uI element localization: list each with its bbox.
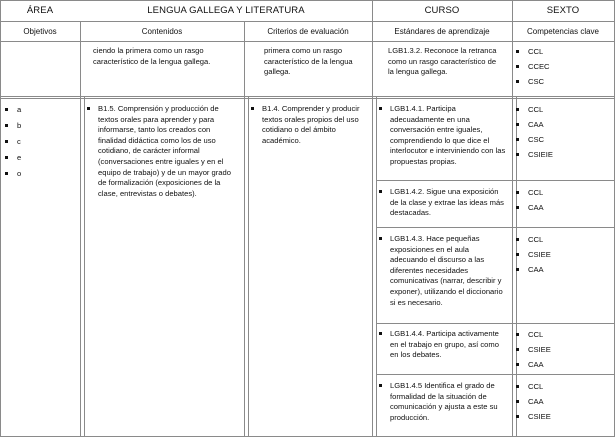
competence-item: CCL <box>514 44 612 59</box>
competence-item: CCEC <box>514 59 612 74</box>
area-header: ÁREA <box>26 5 54 16</box>
table-border <box>376 323 615 324</box>
table-border <box>248 96 249 437</box>
competence-item: CSC <box>514 132 612 147</box>
table-border <box>84 96 85 437</box>
competence-item: CSIEE <box>514 409 612 424</box>
competence-item: CAA <box>514 357 612 372</box>
carryover-competences <box>514 44 612 89</box>
objectives-list <box>3 102 79 182</box>
carryover-contents: ciendo la primera como un rasgo característico de la lengua gallega. <box>93 46 211 66</box>
competence-item: CAA <box>514 394 612 409</box>
competence-item: CSIEE <box>514 247 612 262</box>
standard-text: LGB1.4.4. Participa activamente en el trabajo en grupo, así como en los debates. <box>378 329 506 361</box>
carryover-standard: LGB1.3.2. Reconoce la retranca como un rasgo característico de la lengua gallega. <box>388 46 497 77</box>
competences-header: Competencias clave <box>526 27 600 36</box>
competence-item: CAA <box>514 117 612 132</box>
competence-item: CSC <box>514 74 612 89</box>
competence-item: CAA <box>514 200 612 215</box>
subject-title: LENGUA GALLEGA Y LITERATURA <box>147 5 305 16</box>
course-value: SEXTO <box>546 5 580 16</box>
standard-text: LGB1.4.5 Identifica el grado de formalidad de la situación de comunicación y ajusta a este su producción. <box>378 381 506 423</box>
objectives-header: Objetivos <box>23 27 57 36</box>
content-cell <box>86 104 242 199</box>
objective-item: c <box>3 134 79 150</box>
standard-4-competences <box>514 327 612 372</box>
competence-item: CCL <box>514 102 612 117</box>
table-border <box>376 180 615 181</box>
competence-item: CCL <box>514 379 612 394</box>
standard-4 <box>378 329 512 361</box>
competence-item: CCL <box>514 232 612 247</box>
content-text: B1.5. Comprensión y producción de textos orales para aprender y para informarse, tanto los creados con finalidad didáctica como los de uso cotidiano, de carácter informal (conversaciones entre iguales y en el equipo de trabajo) y de un mayor grado de formalización (exposiciones de la clase, entrevistas o debates). <box>86 104 236 199</box>
standard-2 <box>378 187 512 219</box>
table-border <box>0 0 615 1</box>
standard-3 <box>378 234 512 308</box>
table-border <box>0 96 615 97</box>
course-header: CURSO <box>424 5 460 16</box>
standards-header: Estándares de aprendizaje <box>394 27 490 36</box>
criterion-text: B1.4. Comprender y producir textos orales propios del uso cotidiano o del ámbito académico. <box>250 104 366 146</box>
competence-item: CAA <box>514 262 612 277</box>
standard-1-competences <box>514 102 612 162</box>
objective-item: a <box>3 102 79 118</box>
table-border <box>372 0 373 437</box>
standard-text: LGB1.4.1. Participa adecuadamente en una conversación entre iguales, comprendiendo lo que dice el interlocutor e interviniendo con las propuestas propias. <box>378 104 506 168</box>
objective-item: o <box>3 166 79 182</box>
table-border <box>376 96 377 437</box>
table-border <box>0 98 615 99</box>
competence-item: CCL <box>514 185 612 200</box>
table-border <box>512 0 513 437</box>
table-border <box>0 436 615 437</box>
criteria-header: Criterios de evaluación <box>267 27 349 36</box>
table-border <box>0 41 615 42</box>
table-border <box>376 374 615 375</box>
table-border <box>80 21 81 437</box>
standard-5 <box>378 381 512 423</box>
table-border <box>376 227 615 228</box>
standard-3-competences <box>514 232 612 277</box>
criterion-cell <box>250 104 372 146</box>
competence-item: CSIEE <box>514 342 612 357</box>
objective-item: b <box>3 118 79 134</box>
standard-1 <box>378 104 512 168</box>
objective-item: e <box>3 150 79 166</box>
carryover-criteria: primera como un rasgo característico de la lengua gallega. <box>264 46 353 77</box>
standard-text: LGB1.4.2. Sigue una exposición de la clase y extrae las ideas más destacadas. <box>378 187 506 219</box>
standard-5-competences <box>514 379 612 424</box>
table-border <box>244 21 245 437</box>
standard-2-competences <box>514 185 612 215</box>
competence-item: CSIEIE <box>514 147 612 162</box>
table-border <box>0 21 615 22</box>
table-border <box>0 0 1 437</box>
competence-item: CCL <box>514 327 612 342</box>
contents-header: Contenidos <box>141 27 183 36</box>
standard-text: LGB1.4.3. Hace pequeñas exposiciones en el aula adecuando el discurso a las diferentes necesidades comunicativas (narrar, describir y exponer), utilizando el diccionario si es necesario. <box>378 234 506 308</box>
